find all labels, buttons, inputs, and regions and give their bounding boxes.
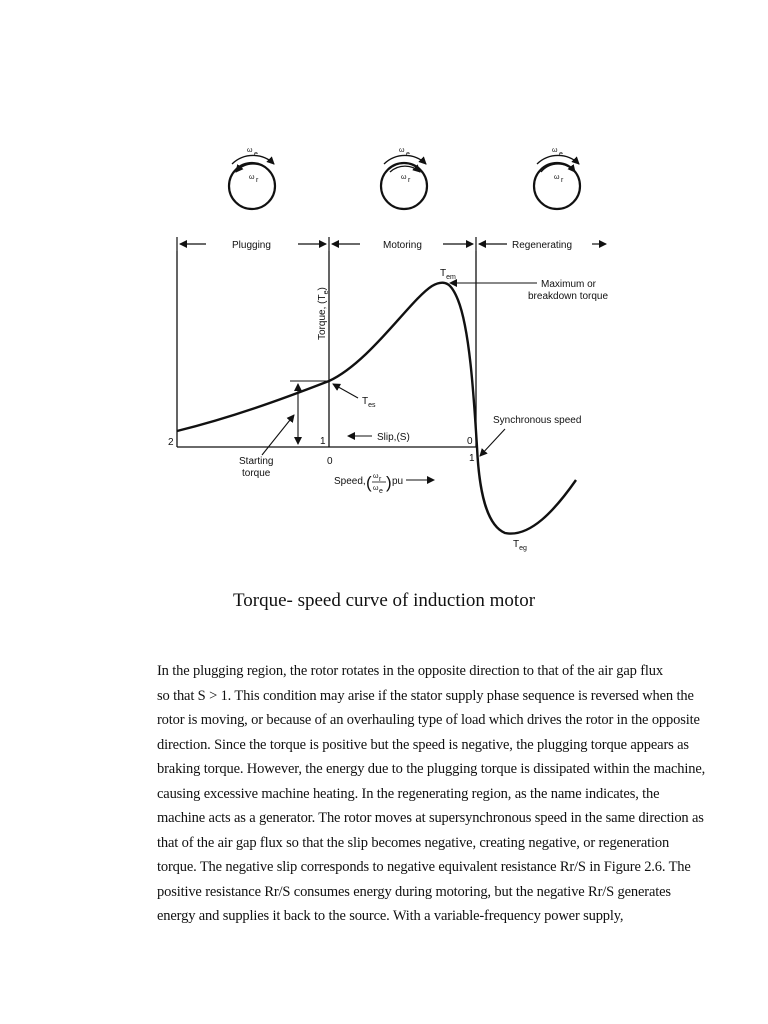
body-line: energy and supplies it back to the source. With a variable-frequency power supply, [157, 908, 624, 924]
plugging-flux-symbol: ω [247, 147, 253, 154]
region-label-motoring: Motoring [383, 240, 422, 251]
svg-text:e: e [559, 151, 563, 158]
starting-torque-marker [262, 381, 329, 455]
regenerating-flux-symbol: ω [552, 147, 558, 154]
speed-tick-1: 1 [469, 453, 475, 464]
t-eg-label: $T_{eg}$ [513, 539, 527, 552]
svg-text:e: e [254, 151, 258, 158]
torque-speed-curve [177, 283, 576, 534]
speed-tick-0: 0 [327, 456, 333, 467]
body-line: that of the air gap flux so that the slip becomes negative, creating negative, or regeneration [157, 834, 670, 851]
motoring-rotor-symbol: ω [401, 174, 407, 181]
body-line: machine acts as a generator. The rotor moves at supersynchronous speed in the same direction as [157, 810, 704, 826]
body-line: torque. The negative slip corresponds to negative equivalent resistance Rr/S in Figure 2.6. The [157, 859, 691, 875]
slip-tick-1: 1 [320, 436, 326, 447]
rotor-diagram-regenerating [534, 147, 580, 209]
rotor-diagram-plugging [229, 147, 275, 209]
body-line: direction. Since the torque is positive but the speed is negative, the plugging torque appears as [157, 736, 689, 753]
slip-tick-2: 2 [168, 437, 174, 448]
body-line: rotor is moving, or because of an overhauling type of load which drives the rotor in the opposite [157, 712, 700, 728]
regenerating-rotor-symbol: ω [554, 174, 560, 181]
body-paragraph [157, 659, 706, 929]
svg-text:ω: ω [373, 485, 379, 492]
speed-label [334, 473, 434, 495]
max-torque-label-2: breakdown torque [528, 291, 609, 302]
body-line: braking torque. However, the energy due to the plugging torque is dissipated within the machine, [157, 761, 706, 777]
body-line: so that S > 1. This condition may arise if the stator supply phase sequence is reversed when the [157, 687, 694, 704]
body-line: positive resistance Rr/S consumes energy during motoring, but the negative Rr/S generates [157, 883, 671, 900]
synchronous-speed-leader [480, 429, 505, 456]
svg-text:ω: ω [373, 473, 379, 480]
svg-text:r: r [379, 476, 382, 483]
starting-torque-label-1: Starting [239, 456, 274, 467]
y-axis-label: Torque, $(T_e)$ [317, 287, 330, 340]
slip-tick-0: 0 [467, 436, 473, 447]
svg-text:e: e [379, 488, 383, 495]
svg-text:r: r [256, 177, 259, 184]
svg-text:): ) [386, 473, 392, 492]
region-label-regenerating: Regenerating [512, 240, 573, 251]
max-torque-label-1: Maximum or [541, 279, 597, 290]
t-em-label: $T_{em}$ [440, 268, 456, 281]
figure-caption: Torque- speed curve of induction motor [232, 590, 536, 611]
svg-text:(: ( [366, 473, 372, 492]
svg-text:Speed,: Speed, [334, 476, 366, 487]
svg-text:r: r [408, 177, 411, 184]
motoring-flux-symbol: ω [399, 147, 405, 154]
svg-text:e: e [406, 151, 410, 158]
t-es-label: $T_{es}$ [362, 396, 376, 409]
synchronous-speed-label: Synchronous speed [493, 415, 582, 426]
t-es-leader [333, 384, 358, 398]
rotor-diagram-motoring [381, 147, 427, 209]
plugging-rotor-symbol: ω [249, 174, 255, 181]
body-line: In the plugging region, the rotor rotates in the opposite direction to that of the air gap flux [157, 663, 664, 679]
body-line: causing excessive machine heating. In the regenerating region, as the name indicates, the [157, 785, 660, 802]
starting-torque-label-2: torque [242, 468, 271, 479]
svg-text:pu: pu [392, 476, 404, 487]
slip-label: Slip,(S) [377, 432, 410, 443]
region-label-plugging: Plugging [232, 240, 271, 251]
svg-text:r: r [561, 177, 564, 184]
